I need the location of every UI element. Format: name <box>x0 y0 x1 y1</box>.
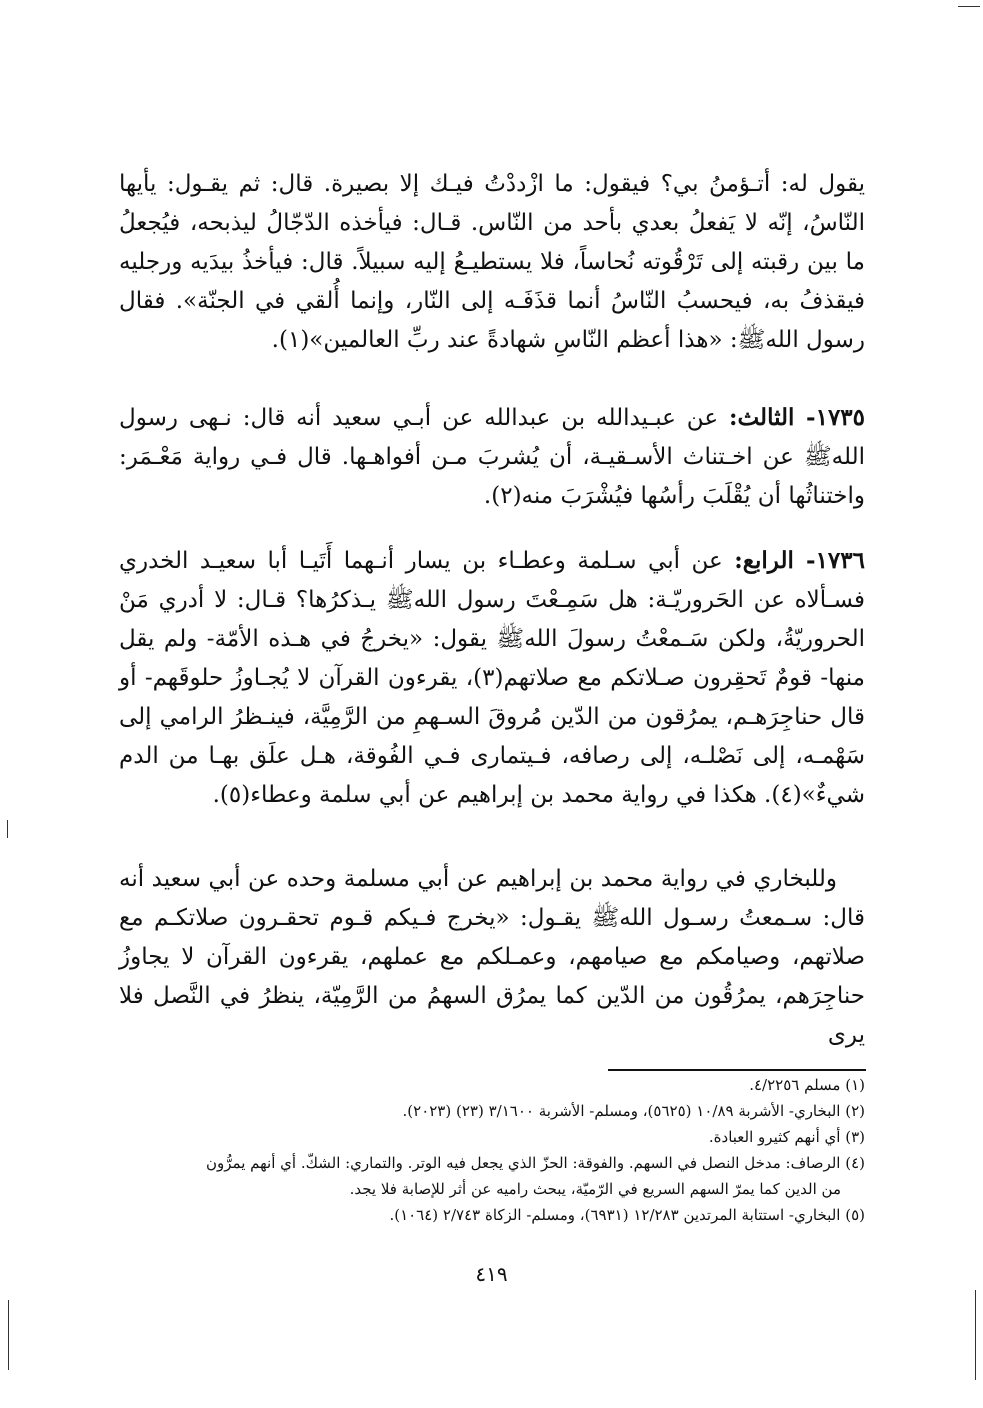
paragraph-text: يقول له: أتـؤمنُ بي؟ فيقول: ما ازْددْتُ فيـك إلا بصيرة. قال: ثم يقـول: يأيها النّاسُ، إنّه لا يَفعلُ بعدي بأحد من النّاس. قـال: فيأخذه الدّجّالُ ليذبحه، فيُجعلُ ما بين رقبته إلى تَرْقُوته نُحاساً، فلا يستطيـعُ إليه سبيلاً. قال: فيأخذُ بيدَيه ورجليه فيقذفُ به، فيحسبُ النّاسُ أنما قذَفَـه إلى النّار، وإنما أُلقي في الجنّة». فقال رسول اللهﷺ: «هذا أعظم النّاسِ شهادةً عند ربِّ العالمين»(١). <box>119 171 865 353</box>
hadith-text: عن أبي سـلمة وعطـاء بن يسار أنـهما أَتَيـا أبا سعيـد الخدري فسـألاه عن الحَروريّـة: هل سَمِـعْتَ رسول اللهﷺ يـذكرُها؟ قـال: لا أدري مَنْ الحروريّةُ، ولكن سَـمعْتُ رسولَ اللهﷺ يقول: «يخرجُ في هـذه الأمّة- ولم يقل منها- قومٌ تَحقِرون صـلاتكم مع صلاتهم(٣)، يقرءون القرآن لا يُجـاوزُ حلوقَهم- أو قال حناجِرَهـم، يمرُقون من الدّين مُروقَ السـهمِ من الرَّمِيَّة، فينـظرُ الرامي إلى سَهْمـه، إلى نَصْلـه، إلى رصافه، فـيتمارى فـي الفُوقة، هـل علَق بهـا من الدم شيءٌ»(٤). هكذا في رواية محمد بن إبراهيم عن أبي سلمة وعطاء(٥). <box>119 548 865 808</box>
footnote-2: (٢) البخاري- الأشربة ١٠/٨٩ (٥٦٢٥)، ومسلم- الأشربة ٣/١٦٠٠ (٢٣) (٢٠٢٣). <box>402 1102 865 1120</box>
footnote-divider <box>608 1069 866 1071</box>
hadith-number: ١٧٣٦- الرابع: <box>734 547 865 574</box>
page-number: ٤١٩ <box>475 1262 508 1286</box>
hadith-text: عن عبـيدالله بن عبدالله عن أبـي سعيد أنه قال: نـهى رسول اللهﷺ عن اخـتناث الأسـقيـة، أن يُشربَ مـن أفواهـها. قال فـي رواية مَعْـمَر: واختناثُها أن يُقْلَبَ رأسُها فيُشْرَبَ منه(٢). <box>119 405 865 509</box>
scan-mark <box>975 1290 976 1380</box>
footnote-1: (١) مسلم ٤/٢٢٥٦. <box>749 1076 865 1094</box>
hadith-1736 <box>119 541 865 815</box>
paragraph-text: وللبخاري في رواية محمد بن إبراهيم عن أبي مسلمة وحده عن أبي سعيد أنه قال: سـمعتُ رسـول اللهﷺ يقـول: «يخرج فـيكم قـوم تحقـرون صلاتكـم مع صلاتهم، وصيامكم مع صيامهم، وعمـلكم مع عملهم، يقرءون القرآن لا يجاوزُ حناجِرَهم، يمرُقُون من الدّين كما يمرُق السهمُ من الرَّمِيّة، ينظرُ في النَّصل فلا يرى <box>119 866 865 1048</box>
paragraph <box>119 165 865 360</box>
hadith-number: ١٧٣٥- الثالث: <box>728 404 866 431</box>
scan-mark <box>958 6 980 7</box>
footnotes <box>119 1072 865 1228</box>
footnote-5: (٥) البخاري- استتابة المرتدين ١٢/٢٨٣ (٦٩٣١)، ومسلم- الزكاة ٢/٧٤٣ (١٠٦٤). <box>389 1206 865 1224</box>
scan-mark <box>7 820 8 838</box>
footnote-4: (٤) الرصاف: مدخل النصل في السهم. والفوقة: الحزّ الذي يجعل فيه الوتر. والتماري: الشكّ. أي أنهم يمرُّون <box>206 1154 865 1172</box>
footnote-4-continued: من الدين كما يمرّ السهم السريع في الرّميّة، يبحث راميه عن أثر للإصابة فلا يجد. <box>349 1180 841 1198</box>
paragraph <box>119 860 865 1055</box>
hadith-1735 <box>119 398 865 516</box>
scan-mark <box>8 1300 9 1370</box>
footnote-3: (٣) أي أنهم كثيرو العبادة. <box>708 1128 865 1146</box>
